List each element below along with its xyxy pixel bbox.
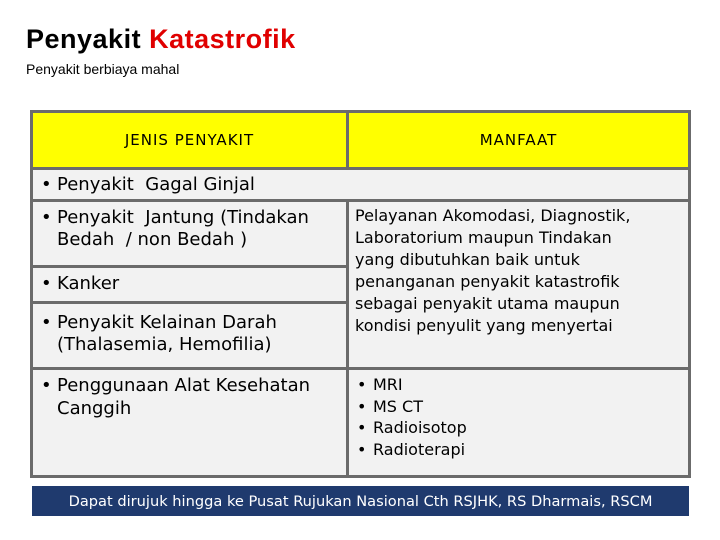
bullet: • [41, 174, 52, 195]
bullet: • [357, 439, 367, 459]
bullet: • [357, 375, 367, 394]
disease-name-cont: Bedah / non Bedah ) [57, 229, 248, 250]
equipment-list [357, 374, 467, 460]
page-subtitle: Penyakit berbiaya mahal [26, 61, 180, 77]
table-row [33, 170, 688, 199]
equipment-item: Radioisotop [373, 418, 467, 437]
bullet: • [357, 418, 367, 437]
disease-name: Penyakit Gagal Ginjal [57, 174, 255, 195]
header-benefit [349, 113, 688, 167]
bullet: • [41, 312, 52, 333]
page-title [26, 24, 296, 55]
disease-name: Penyakit Kelainan Darah [57, 312, 277, 333]
list-item [357, 439, 467, 461]
disease-name-cont: (Thalasemia, Hemofilia) [57, 334, 272, 355]
list-item [357, 417, 467, 439]
list-item [357, 374, 467, 396]
bullet: • [41, 273, 52, 294]
disease-name: Kanker [57, 273, 120, 294]
table-row [33, 202, 346, 265]
title-main: Penyakit [26, 24, 142, 54]
header-benefit-label: MANFAAT [479, 131, 558, 149]
benefit-description [349, 202, 688, 367]
footer-text: Dapat dirujuk hingga ke Pusat Rujukan Nasional Cth RSJHK, RS Dharmais, RSCM [68, 492, 653, 510]
bullet: • [41, 207, 52, 228]
disease-name: Penggunaan Alat Kesehatan [57, 375, 311, 396]
benefit-equipment [349, 370, 688, 475]
disease-benefit-table [30, 110, 691, 478]
equipment-item: Radioterapi [373, 439, 466, 459]
bullet: • [41, 375, 52, 396]
equipment-item: MS CT [373, 396, 423, 416]
table-row [33, 268, 346, 301]
disease-name-cont: Canggih [57, 398, 132, 419]
table-row [33, 370, 346, 475]
disease-name: Penyakit Jantung (Tindakan [57, 207, 309, 228]
equipment-item: MRI [373, 375, 403, 394]
referral-footer-banner [32, 486, 689, 516]
table-row [33, 304, 346, 367]
benefit-text: Pelayanan Akomodasi, Diagnostik, Laboratorium maupun Tindakan yang dibutuhkan baik untuk penanganan penyakit katastrofik sebagai penyakit utama maupun kondisi penyulit yang menyertai [355, 206, 631, 335]
bullet: • [357, 396, 367, 416]
title-accent: Katastrofik [149, 24, 296, 54]
list-item [357, 396, 467, 418]
header-disease-type-label: JENIS PENYAKIT [124, 131, 255, 149]
header-disease-type [33, 113, 346, 167]
